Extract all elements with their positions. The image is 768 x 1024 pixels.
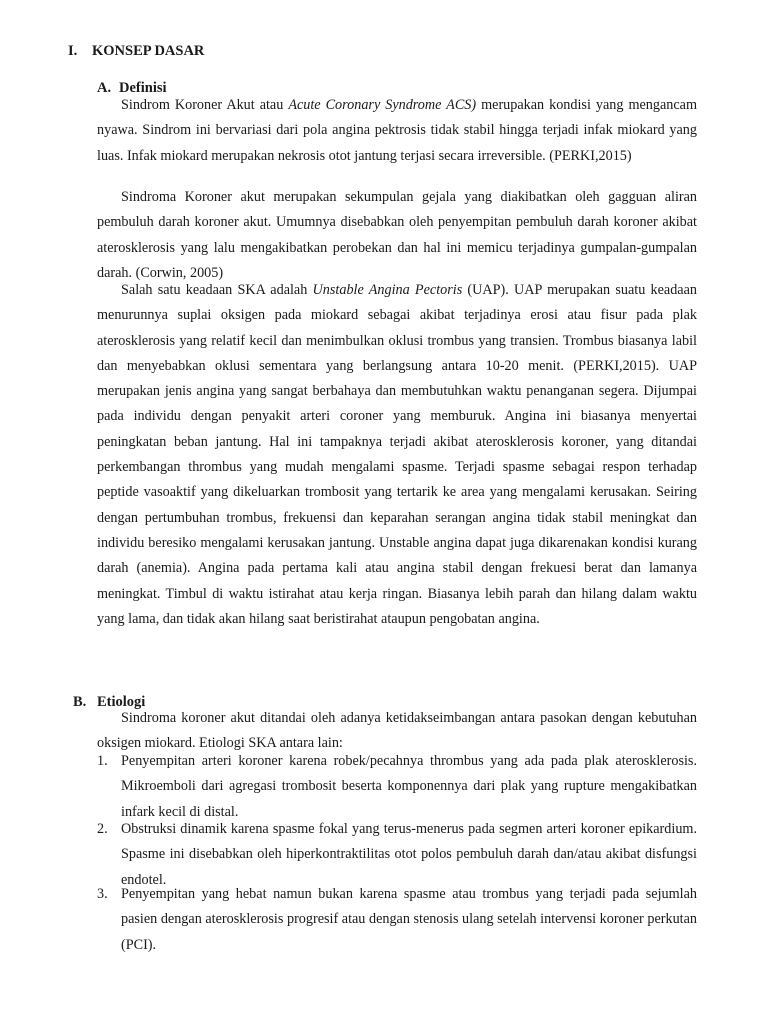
section-number: I. [68,43,78,59]
emphasis-acs: Acute Coronary Syndrome ACS) [288,97,477,113]
definisi-paragraph-2: Sindroma Koroner akut merupakan sekumpulan gejala yang diakibatkan oleh gagguan aliran pembuluh darah koroner akut. Umumnya disebabkan oleh penyempitan pembuluh darah koroner akibat aterosklerosis yang lalu mengakibatkan perobekan dan hal ini memicu terjadinya gumpalan-gumpalan darah. (Corwin, 2005) [97,189,697,281]
list-number: 2. [97,821,108,837]
section-title: KONSEP DASAR [92,43,205,59]
list-number: 3. [97,886,108,902]
list-number: 1. [97,753,108,769]
subsection-letter: A. [97,80,112,96]
list-text: Obstruksi dinamik karena spasme fokal yang terus-menerus pada segmen arteri koroner epikardium. Spasme ini disebabkan oleh hiperkontraktilitas otot polos pembuluh darah dan/atau akibat disfungsi endotel. [121,821,697,888]
etiologi-intro-paragraph: Sindroma koroner akut ditandai oleh adanya ketidakseimbangan antara pasokan dengan kebutuhan oksigen miokard. Etiologi SKA antara lain: [97,710,697,752]
subsection-title: Definisi [119,80,167,96]
definisi-paragraph-1: Sindrom Koroner Akut atau Acute Coronary Syndrome ACS) merupakan kondisi yang mengancam nyawa. Sindrom ini bervariasi dari pola angina pektrosis tidak stabil hingga terjadi infak miokard yang luas. Infak miokard merupakan nekrosis otot jantung terjasi secara irreversible. (PERKI,2015) [97,97,697,164]
list-text: Penyempitan arteri koroner karena robek/pecahnya thrombus yang ada pada plak aterosklerosis. Mikroemboli dari agregasi trombosit beserta komponennya dari plak yang rupture mengakibatkan infark kecil di distal. [121,753,697,820]
subsection-title: Etiologi [97,694,146,710]
subsection-letter: B. [73,694,87,710]
list-item [97,749,697,825]
list-item [97,882,697,958]
list-text: Penyempitan yang hebat namun bukan karena spasme atau trombus yang terjadi pada sejumlah pasien dengan aterosklerosis progresif atau dengan stenosis ulang setelah intervensi koroner perkutan (PCI). [121,886,697,953]
definisi-paragraph-3: Salah satu keadaan SKA adalah Unstable Angina Pectoris (UAP). UAP merupakan suatu keadaan menurunnya suplai oksigen pada miokard sebagai akibat terjadinya erosi atau fisur pada plak aterosklerosis yang relatif kecil dan menimbulkan oklusi trombus yang transien. Trombus biasanya labil dan menyebabkan oklusi sementara yang berlangsung antara 10-20 menit. (PERKI,2015). UAP merupakan jenis angina yang sangat berbahaya dan membutuhkan waktu penanganan segera. Dijumpai pada individu dengan penyakit arteri coroner yang memburuk. Angina ini biasanya menyertai peningkatan beban jantung. Hal ini tampaknya terjadi akibat aterosklerosis koroner, yang ditandai perkembangan thrombus yang mudah mengalami spasme. Terjadi spasme sebagai respon terhadap peptide vasoaktif yang dikeluarkan trombosit yang tertarik ke area yang mengalami kerusakan. Seiring dengan pertumbuhan trombus, frekuensi dan keparahan serangan angina tidak stabil meningkat dan individu beresiko mengalami kerusakan jantung. Unstable angina dapat juga dikarenakan kondisi kurang darah (anemia). Angina pada pertama kali atau angina stabil dengan frekuesi berat dan lamanya meningkat. Timbul di waktu istirahat atau kerja ringan. Biasanya lebih parah dan hilang dalam waktu yang lama, dan tidak akan hilang saat beristirahat ataupun pengobatan angina. [97,282,697,627]
section-heading-konsep-dasar [68,41,204,61]
emphasis-uap: Unstable Angina Pectoris [312,282,463,298]
